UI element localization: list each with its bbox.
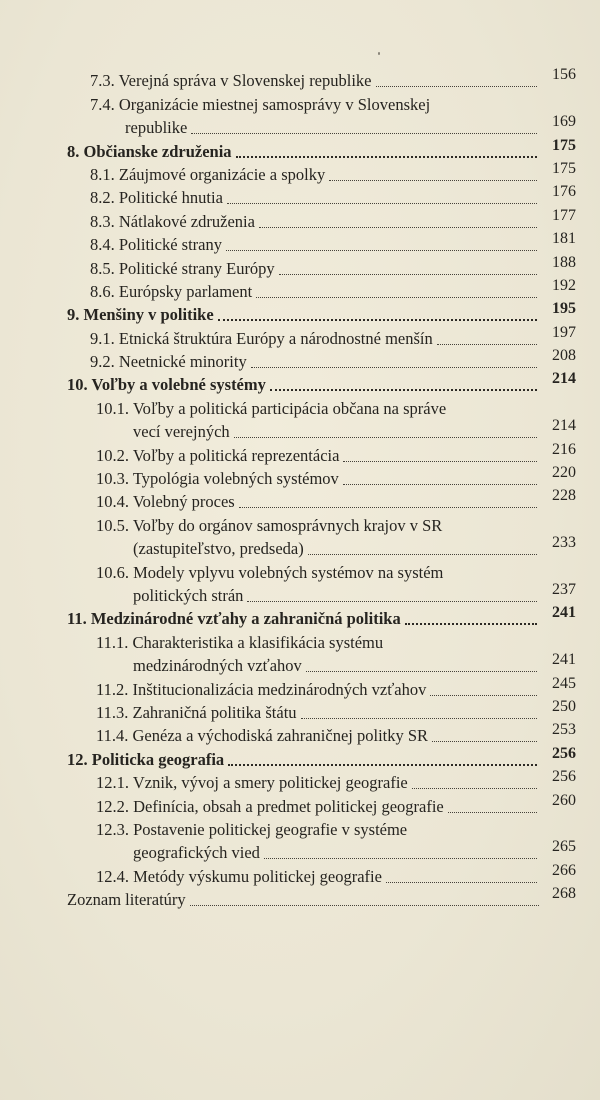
toc-title: Etnická štruktúra Európy a národnostné menšín [118,328,433,348]
dot-leader [405,622,537,625]
toc-title: Genéza a východiská zahraničnej politky SR [132,726,429,746]
toc-section [0,68,600,91]
toc-title: Politické hnutia [118,188,223,208]
page-number: 188 [552,253,576,271]
toc-title: Zahraničná politika štátu [132,703,297,723]
toc-section [0,512,600,559]
toc-title: Verejná správa v Slovenskej republike [118,71,372,91]
dot-leader [329,179,537,181]
toc-section [0,723,600,746]
toc-section [0,863,600,886]
toc-line [96,466,541,489]
toc-section [0,91,600,138]
page-number: 241 [552,651,576,669]
toc-section [0,466,600,489]
page-number: 256 [552,744,576,762]
toc-line [96,676,541,699]
dot-leader [236,155,537,158]
dot-leader [432,740,537,742]
toc-title: Politické strany Európy [118,258,275,278]
dot-leader [259,226,537,228]
toc-line [96,723,541,746]
toc-section [0,793,600,816]
dot-leader [190,904,539,906]
dot-leader [376,85,537,87]
toc-number: 12.2. [96,796,129,816]
page-number: 197 [552,323,576,341]
toc-number: 7.4. [90,94,115,114]
toc-line [90,279,541,302]
toc-number: 12.1. [96,773,129,793]
toc-title: medzinárodných vzťahov [133,656,302,676]
toc-title: Zoznam literatúry [67,890,186,910]
toc-line [96,559,560,582]
toc-title: (zastupiteľstvo, predseda) [133,539,304,559]
toc-title: Politicka geografia [91,749,225,769]
dot-leader [430,694,537,696]
dot-leader [247,600,537,602]
toc-section [0,185,600,208]
dot-leader [226,249,537,251]
toc-entry [0,887,600,910]
toc-chapter [0,372,600,395]
toc-section [0,276,600,302]
page-number: 156 [552,66,576,84]
dot-leader [308,553,537,555]
toc-title: Politické strany [118,235,222,255]
toc-section [0,770,600,793]
toc-line [90,232,541,255]
toc-number: 10.2. [96,445,129,465]
dot-leader [437,343,537,345]
toc-number: 8.5. [90,258,115,278]
toc-number: 12.4. [96,866,129,886]
toc-number: 11.2. [96,679,129,699]
toc-line [125,115,541,138]
toc-line [90,162,541,185]
toc-title: Voľby a politická reprezentácia [132,445,340,465]
toc-section [0,325,600,348]
toc-line [96,817,560,840]
toc-number: 9.1. [90,328,115,348]
dot-leader [228,763,537,766]
toc-line [90,68,541,91]
page-number: 175 [552,136,576,154]
toc-title: Postavenie politickej geografie v systéme [133,819,408,839]
dot-leader [264,857,537,859]
toc-line [90,208,541,231]
dot-leader [448,811,537,813]
toc-number: 9.2. [90,352,115,372]
toc-line [90,255,541,278]
toc-number: 10.3. [96,469,129,489]
toc-number: 10.1. [96,398,129,418]
dot-leader [306,670,537,672]
toc-line [96,793,541,816]
page-number: 208 [552,347,576,365]
dot-leader [239,506,537,508]
toc-section [0,159,600,185]
toc-line [133,419,541,442]
toc-title: Inštitucionalizácia medzinárodných vzťahov [132,679,427,699]
toc-line [67,138,541,161]
page-number: 268 [552,885,576,903]
dot-leader [412,787,537,789]
toc-line [133,840,541,863]
toc-line [67,606,541,629]
page-number: 216 [552,440,576,458]
toc-section [0,676,600,699]
toc-number: 8.3. [90,211,115,231]
toc-line [90,185,541,208]
dot-leader [270,388,537,391]
page-number: 175 [552,159,576,177]
toc-title: Modely vplyvu volebných systémov na systém [133,562,444,582]
toc-title: vecí verejných [133,422,230,442]
dot-leader [251,366,537,368]
page-number: 266 [552,861,576,879]
toc-title: Organizácie miestnej samosprávy v Slovenskej [118,94,431,114]
toc-title: Voľby a politická participácia občana na správe [132,398,447,418]
page-number: 253 [552,721,576,739]
dot-leader [301,717,537,719]
toc-number: 12. [67,749,88,769]
toc-number: 8.4. [90,235,115,255]
dot-leader [343,460,537,462]
toc-number: 11.3. [96,703,129,723]
toc-title: Voľby a volebné systémy [91,375,266,395]
dot-leader [191,132,537,134]
toc-section [0,559,600,606]
dot-leader [386,881,537,883]
page-number: 176 [552,183,576,201]
page-number: 245 [552,674,576,692]
toc-line [96,700,541,723]
page-number: 260 [552,791,576,809]
page-number: 169 [552,113,576,131]
toc-number: 9. [67,305,80,325]
toc-line [67,372,541,395]
page-number: 181 [552,230,576,248]
toc-title: Metódy výskumu politickej geografie [133,866,382,886]
page-number: 220 [552,464,576,482]
toc-title: Európsky parlament [118,281,253,301]
page-number: 237 [552,581,576,599]
toc-line [96,770,541,793]
dot-leader [343,483,537,485]
page-number: 195 [552,300,576,318]
page-number: 265 [552,838,576,856]
toc-number: 8.6. [90,281,115,301]
toc-title: geografických vied [133,843,260,863]
toc-number: 7.3. [90,71,115,91]
toc-line [67,746,541,769]
toc-line [133,653,541,676]
toc-chapter [0,302,600,325]
toc-number: 12.3. [96,819,129,839]
page-number: 228 [552,487,576,505]
toc-section [0,700,600,723]
toc-title: Vznik, vývoj a smery politickej geografie [132,773,408,793]
toc-line [133,583,541,606]
toc-title: republike [125,118,188,138]
toc-line [96,863,541,886]
toc-line [90,325,541,348]
toc-title: politických strán [133,586,244,606]
toc-section [0,395,600,442]
toc-title: Menšiny v politike [83,305,214,325]
toc-section [0,442,600,465]
toc-number: 10.4. [96,492,129,512]
page-number: 177 [552,206,576,224]
toc-chapter [0,138,600,161]
toc-line [96,489,541,512]
toc-line [133,536,541,559]
toc-number: 8.1. [90,164,115,184]
toc-number: 8.2. [90,188,115,208]
toc-line [90,91,560,114]
toc-number: 11. [67,609,87,629]
toc-chapter [0,746,600,769]
toc-section [0,232,600,255]
toc-section [0,817,600,864]
toc-number: 11.4. [96,726,129,746]
page-number: 192 [552,276,576,294]
toc-line [67,887,543,910]
toc-title: Voľby do orgánov samosprávnych krajov v SR [132,515,443,535]
toc-line [90,349,541,372]
page-number: 250 [552,698,576,716]
dot-leader [218,318,537,321]
toc-title: Volebný proces [132,492,235,512]
toc-line [96,442,541,465]
toc-number: 10.6. [96,562,129,582]
toc-section [0,629,600,676]
page-number: 241 [552,604,576,622]
toc-title: Nátlakové združenia [118,211,255,231]
toc-number: 8. [67,141,80,161]
toc-chapter [0,606,600,629]
toc-number: 10.5. [96,515,129,535]
toc-line [96,512,560,535]
page-number: 233 [552,534,576,552]
page-number: 214 [552,417,576,435]
toc-number: 11.1. [96,632,129,652]
toc-line [96,395,560,418]
toc-title: Charakteristika a klasifikácia systému [132,632,384,652]
toc-section [0,489,600,512]
dot-leader [234,436,537,438]
page-number: 214 [552,370,576,388]
table-of-contents [0,68,600,910]
toc-title: Záujmové organizácie a spolky [118,164,326,184]
toc-line [67,302,541,325]
toc-title: Typológia volebných systémov [132,469,339,489]
toc-title: Občianske združenia [83,141,232,161]
toc-section [0,208,600,231]
toc-number: 10. [67,375,88,395]
dot-leader [227,202,537,204]
toc-section [0,255,600,278]
toc-title: Neetnické minority [118,352,247,372]
toc-section [0,349,600,372]
toc-line [96,629,560,652]
page-number: 256 [552,768,576,786]
dot-leader [279,273,537,275]
toc-title: Definícia, obsah a predmet politickej geografie [133,796,444,816]
paper-speck [378,52,380,55]
toc-title: Medzinárodné vzťahy a zahraničná politika [90,609,401,629]
dot-leader [256,296,537,298]
